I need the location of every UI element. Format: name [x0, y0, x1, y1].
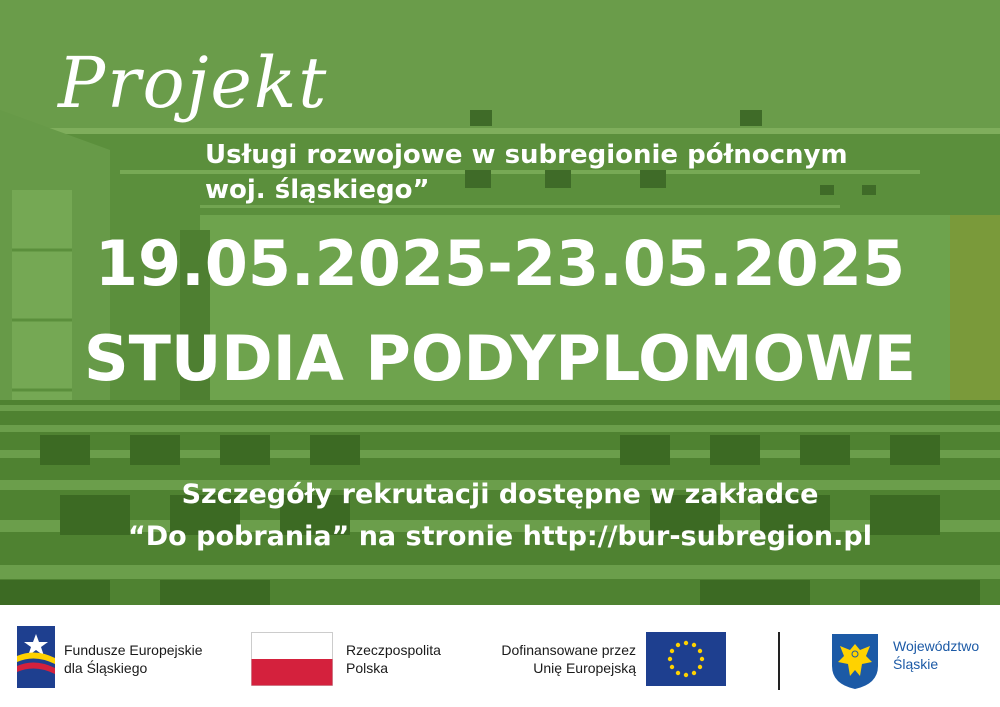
fe-line-2: dla Śląskiego: [64, 660, 148, 676]
details-line-2: “Do pobrania” na stronie http://bur-subregion.pl: [128, 521, 872, 552]
project-subtitle: [205, 138, 965, 208]
woj-line-1: Województwo: [893, 638, 980, 654]
woj-logo-text: [893, 637, 979, 673]
eu-line-2: Unię Europejską: [533, 660, 636, 676]
fe-line-1: Fundusze Europejskie: [64, 642, 203, 658]
headline: STUDIA PODYPLOMOWE: [84, 322, 916, 395]
eu-line-1: Dofinansowane przez: [501, 642, 636, 658]
subtitle-line-2: woj. śląskiego”: [205, 175, 430, 205]
woj-line-2: Śląskie: [893, 656, 939, 672]
rp-line-2: Polska: [346, 660, 389, 676]
footer-divider: [778, 632, 780, 690]
recruitment-details: [0, 474, 1000, 558]
poland-flag-icon: [251, 632, 333, 686]
subtitle-line-1: Usługi rozwojowe w subregionie północnym: [205, 140, 848, 170]
details-line-1: Szczegóły rekrutacji dostępne w zakładce: [181, 479, 819, 510]
fe-logo-text: [64, 641, 203, 677]
rp-logo-text: [346, 641, 441, 677]
eu-flag-icon: [646, 632, 726, 686]
logo-footer: [0, 605, 1000, 707]
projekt-script-word: Projekt: [58, 42, 329, 124]
date-range: 19.05.2025-23.05.2025: [94, 227, 906, 300]
eagle-coat-of-arms-icon: [830, 632, 880, 690]
eu-logo-text: [479, 641, 636, 677]
rp-line-1: Rzeczpospolita: [346, 642, 441, 658]
fe-logo-icon: [17, 626, 55, 688]
